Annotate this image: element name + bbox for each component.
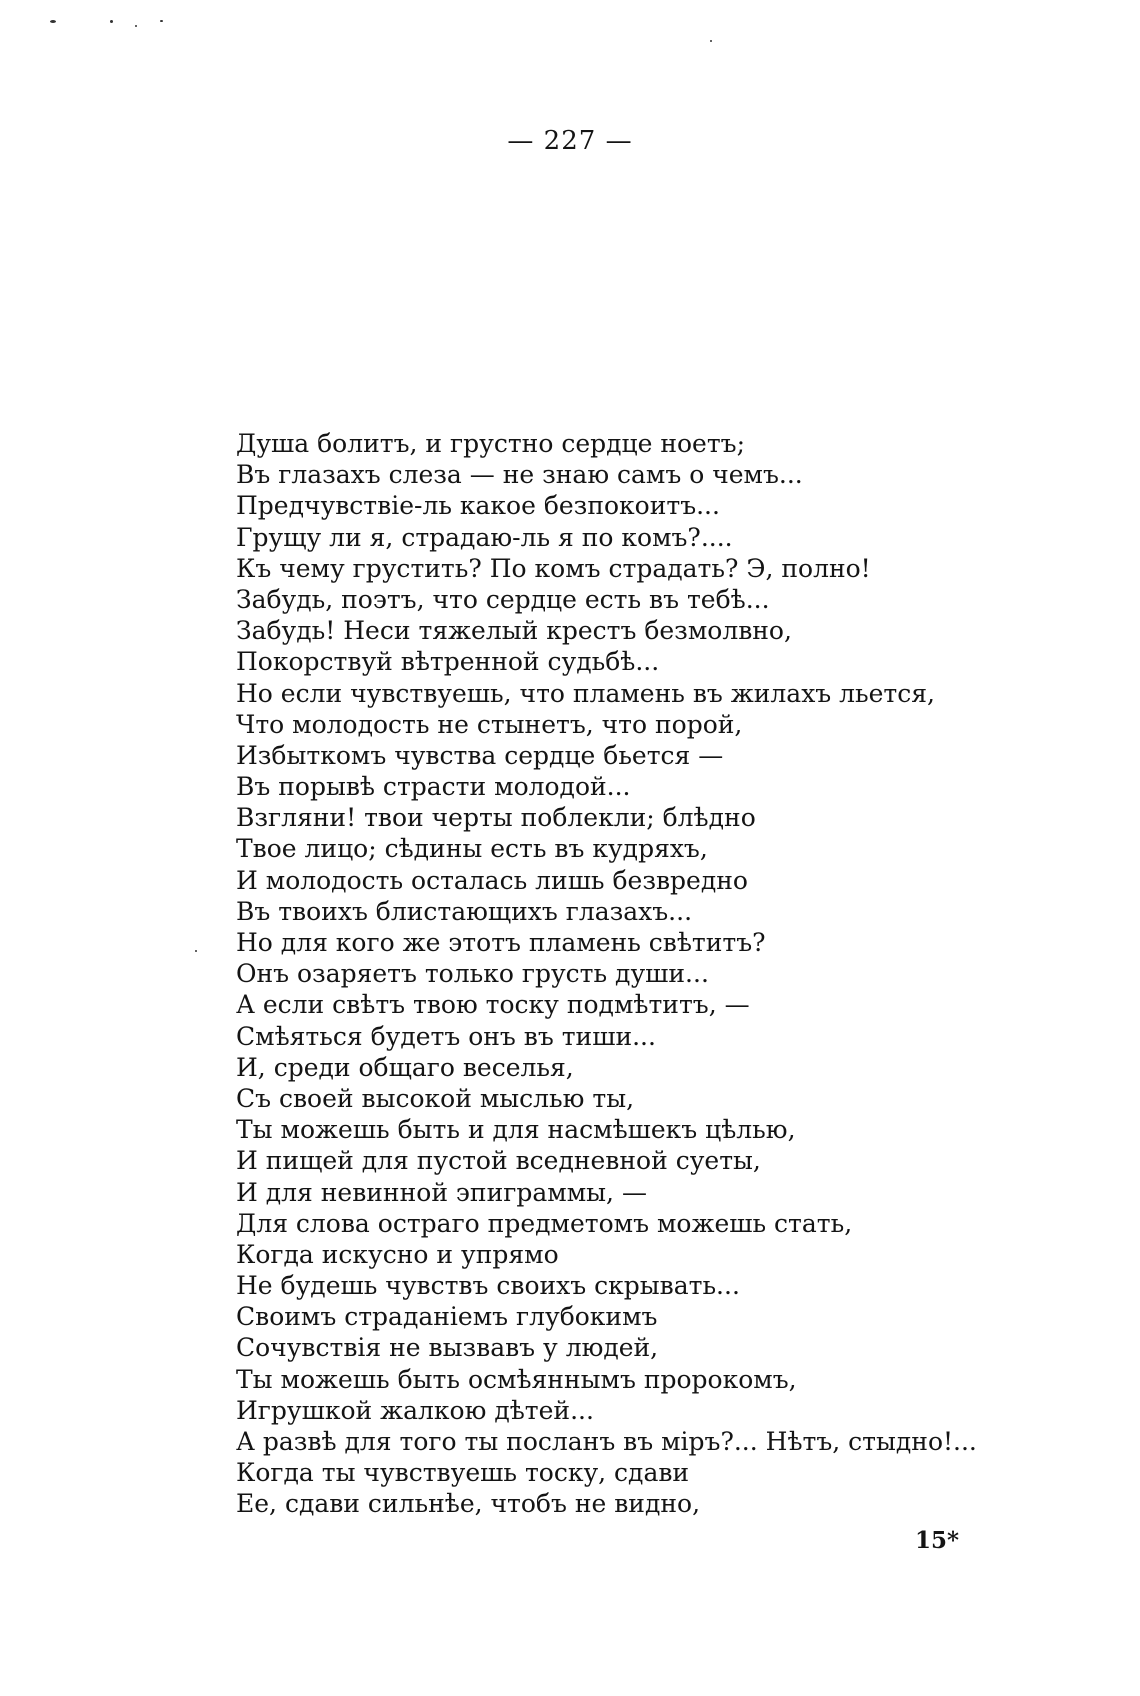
print-speck <box>110 20 113 23</box>
poem-line: Покорствуй вѣтренной судьбѣ... <box>236 647 660 677</box>
poem-line: Но если чувствуешь, что пламень въ жилахъ льется, <box>236 678 935 708</box>
poem-line: Для слова остраго предметомъ можешь стать, <box>236 1208 853 1238</box>
poem-line: Забудь, поэтъ, что сердце есть въ тебѣ... <box>236 584 770 614</box>
poem-line: Грущу ли я, страдаю-ль я по комъ?.... <box>236 522 733 552</box>
print-speck <box>160 20 163 22</box>
poem-line: Смѣяться будетъ онъ въ тиши... <box>236 1021 656 1051</box>
poem-line: Къ чему грустить? По комъ страдать? Э, полно! <box>236 553 871 583</box>
poem-line: Но для кого же этотъ пламень свѣтитъ? <box>236 928 766 957</box>
poem-line: Игрушкой жалкою дѣтей... <box>236 1395 594 1425</box>
poem-line: Въ порывѣ страсти молодой... <box>236 772 631 802</box>
poem-line: Когда искусно и упрямо <box>236 1239 559 1269</box>
poem-line: Ты можешь быть и для насмѣшекъ цѣлью, <box>236 1115 796 1145</box>
poem-line: И пищей для пустой вседневной суеты, <box>236 1146 761 1176</box>
poem-line: Взгляни! твои черты поблекли; блѣдно <box>236 803 756 833</box>
poem-line: Забудь! Неси тяжелый крестъ безмолвно, <box>236 616 792 646</box>
poem-line: Въ твоихъ блистающихъ глазахъ... <box>236 896 693 926</box>
poem-line: Твое лицо; сѣдины есть въ кудряхъ, <box>236 834 708 864</box>
poem-line: Когда ты чувствуешь тоску, сдави <box>236 1458 690 1488</box>
print-speck <box>195 950 197 952</box>
poem-line: И для невинной эпиграммы, — <box>236 1177 647 1207</box>
poem-line: Своимъ страданіемъ глубокимъ <box>236 1302 658 1332</box>
poem-line: Что молодость не стынетъ, что порой, <box>236 709 743 739</box>
poem-line: И, среди общаго веселья, <box>236 1052 574 1082</box>
poem-line: А развѣ для того ты посланъ въ міръ?... Нѣтъ, стыдно!... <box>236 1427 977 1456</box>
poem-line: Въ глазахъ слеза — не знаю самъ о чемъ... <box>236 460 803 490</box>
print-speck <box>50 20 56 23</box>
poem-line: Ее, сдави сильнѣе, чтобъ не видно, <box>236 1489 701 1519</box>
page-number: — 227 — <box>507 126 633 156</box>
poem-line: Предчувствіе-ль какое безпокоитъ... <box>236 491 720 521</box>
print-speck <box>710 40 712 42</box>
print-speck <box>135 25 137 27</box>
poem-line: Ты можешь быть осмѣяннымъ пророкомъ, <box>236 1364 797 1394</box>
poem-line: Душа болитъ, и грустно сердце ноетъ; <box>236 429 745 458</box>
poem-line: Съ своей высокой мыслью ты, <box>236 1083 635 1113</box>
poem-line: И молодость осталась лишь безвредно <box>236 865 748 895</box>
poem-line: Онъ озаряетъ только грусть души... <box>236 959 709 989</box>
poem-line: Сочувствія не вызвавъ у людей, <box>236 1333 659 1363</box>
signature-mark: 15* <box>915 1527 960 1554</box>
poem <box>236 428 1016 1520</box>
poem-line: Не будешь чувствъ своихъ скрывать... <box>236 1271 740 1301</box>
poem-line: А если свѣтъ твою тоску подмѣтитъ, — <box>236 990 750 1020</box>
poem-line: Избыткомъ чувства сердце бьется — <box>236 740 724 770</box>
